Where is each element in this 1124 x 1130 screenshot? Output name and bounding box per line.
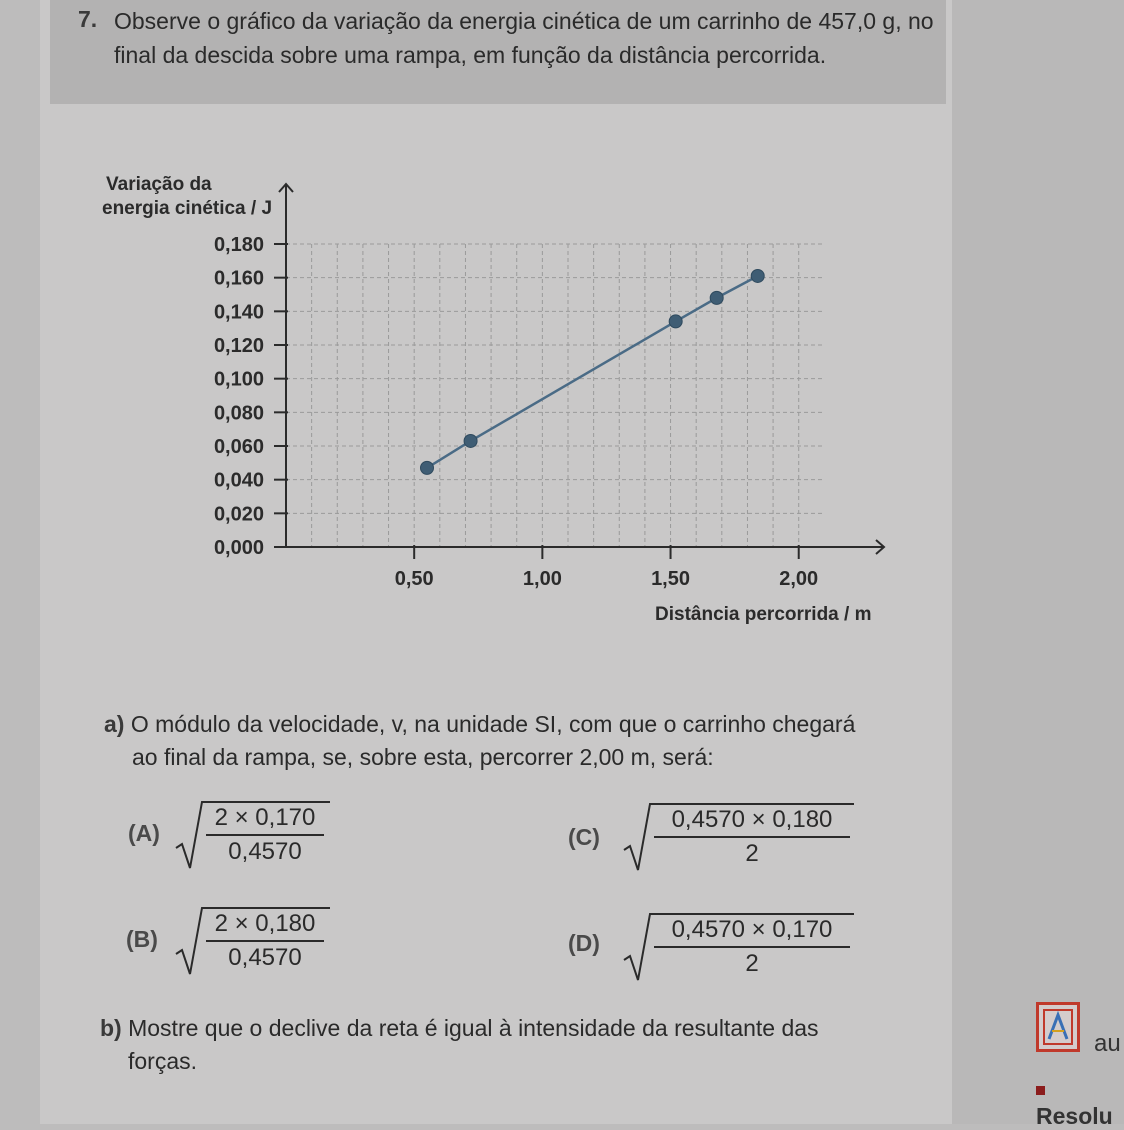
option-b-denominator: 0,4570: [228, 944, 302, 971]
data-series: [421, 269, 765, 474]
x-tick-label: 1,50: [651, 568, 691, 590]
part-b-label: b): [100, 1015, 122, 1041]
option-c-numerator: 0,4570 × 0,180: [654, 806, 850, 838]
y-tick-label: 0,120: [213, 335, 264, 357]
part-a-question: [104, 708, 855, 774]
data-point: [669, 315, 682, 328]
resolution-link[interactable]: [1036, 1076, 1124, 1130]
x-tick-label: 1,00: [522, 568, 562, 590]
part-b-text-line2: forças.: [128, 1048, 198, 1074]
y-tick-label: 0,080: [213, 402, 264, 425]
x-axis-label: Distância percorrida / m: [655, 604, 872, 625]
bullet-square-icon: [1036, 1086, 1045, 1095]
activity-text: au: [1094, 1030, 1121, 1057]
x-tick-labels: [395, 545, 818, 590]
part-b-text-line1: Mostre que o declive da reta é igual à intensidade da resultante das: [128, 1015, 819, 1041]
option-c-formula[interactable]: [620, 800, 856, 874]
option-c-denominator: 2: [745, 840, 759, 867]
y-tick-label: 0,100: [213, 368, 264, 391]
y-tick-label: 0,020: [213, 503, 264, 526]
data-point: [710, 291, 723, 304]
y-tick-labels: [214, 234, 288, 559]
option-d-numerator: 0,4570 × 0,170: [654, 916, 850, 948]
question-number: 7.: [78, 6, 98, 32]
option-b-formula[interactable]: [172, 904, 332, 978]
x-tick-label: 0,50: [394, 568, 434, 590]
data-point: [421, 461, 434, 474]
y-tick-label: 0,160: [213, 267, 264, 290]
y-tick-label: 0,040: [213, 469, 264, 492]
chart-axes: [279, 184, 884, 554]
x-tick-label: 2,00: [779, 568, 819, 590]
option-a-denominator: 0,4570: [228, 838, 302, 865]
y-tick-label: 0,000: [213, 537, 264, 559]
option-c-label[interactable]: (C): [568, 824, 600, 850]
energy-distance-chart: [90, 160, 910, 640]
y-tick-label: 0,140: [213, 301, 264, 324]
activity-icon: [1036, 1002, 1080, 1052]
option-b-label[interactable]: (B): [126, 926, 158, 952]
part-b-question: [100, 1012, 819, 1078]
option-a-label[interactable]: (A): [128, 820, 160, 846]
data-point: [751, 269, 764, 282]
part-a-text-line2: ao final da rampa, se, sobre esta, percorrer 2,00 m, será:: [132, 744, 714, 770]
option-a-formula[interactable]: [172, 798, 332, 872]
data-point: [464, 434, 477, 447]
y-tick-label: 0,060: [213, 436, 264, 458]
adjacent-page-strip: [952, 0, 1124, 1124]
part-a-label: a): [104, 711, 125, 737]
option-b-numerator: 2 × 0,180: [206, 910, 324, 942]
y-axis-label-line1: Variação da: [106, 174, 212, 195]
part-a-text-line1: O módulo da velocidade, v, na unidade SI, com que o carrinho chegará: [130, 711, 856, 737]
option-d-label[interactable]: (D): [568, 930, 600, 956]
y-tick-label: 0,180: [213, 234, 264, 256]
resolution-label: Resolu: [1036, 1103, 1113, 1129]
question-text: Observe o gráfico da variação da energia cinética de um carrinho de 457,0 g, no final da descida sobre uma rampa, em função da distância percorrida.: [114, 8, 934, 68]
chart-grid: [286, 244, 824, 547]
option-d-denominator: 2: [745, 950, 759, 977]
option-d-formula[interactable]: [620, 910, 856, 984]
option-a-numerator: 2 × 0,170: [206, 804, 324, 836]
y-axis-label-line2: energia cinética / J: [102, 198, 273, 219]
